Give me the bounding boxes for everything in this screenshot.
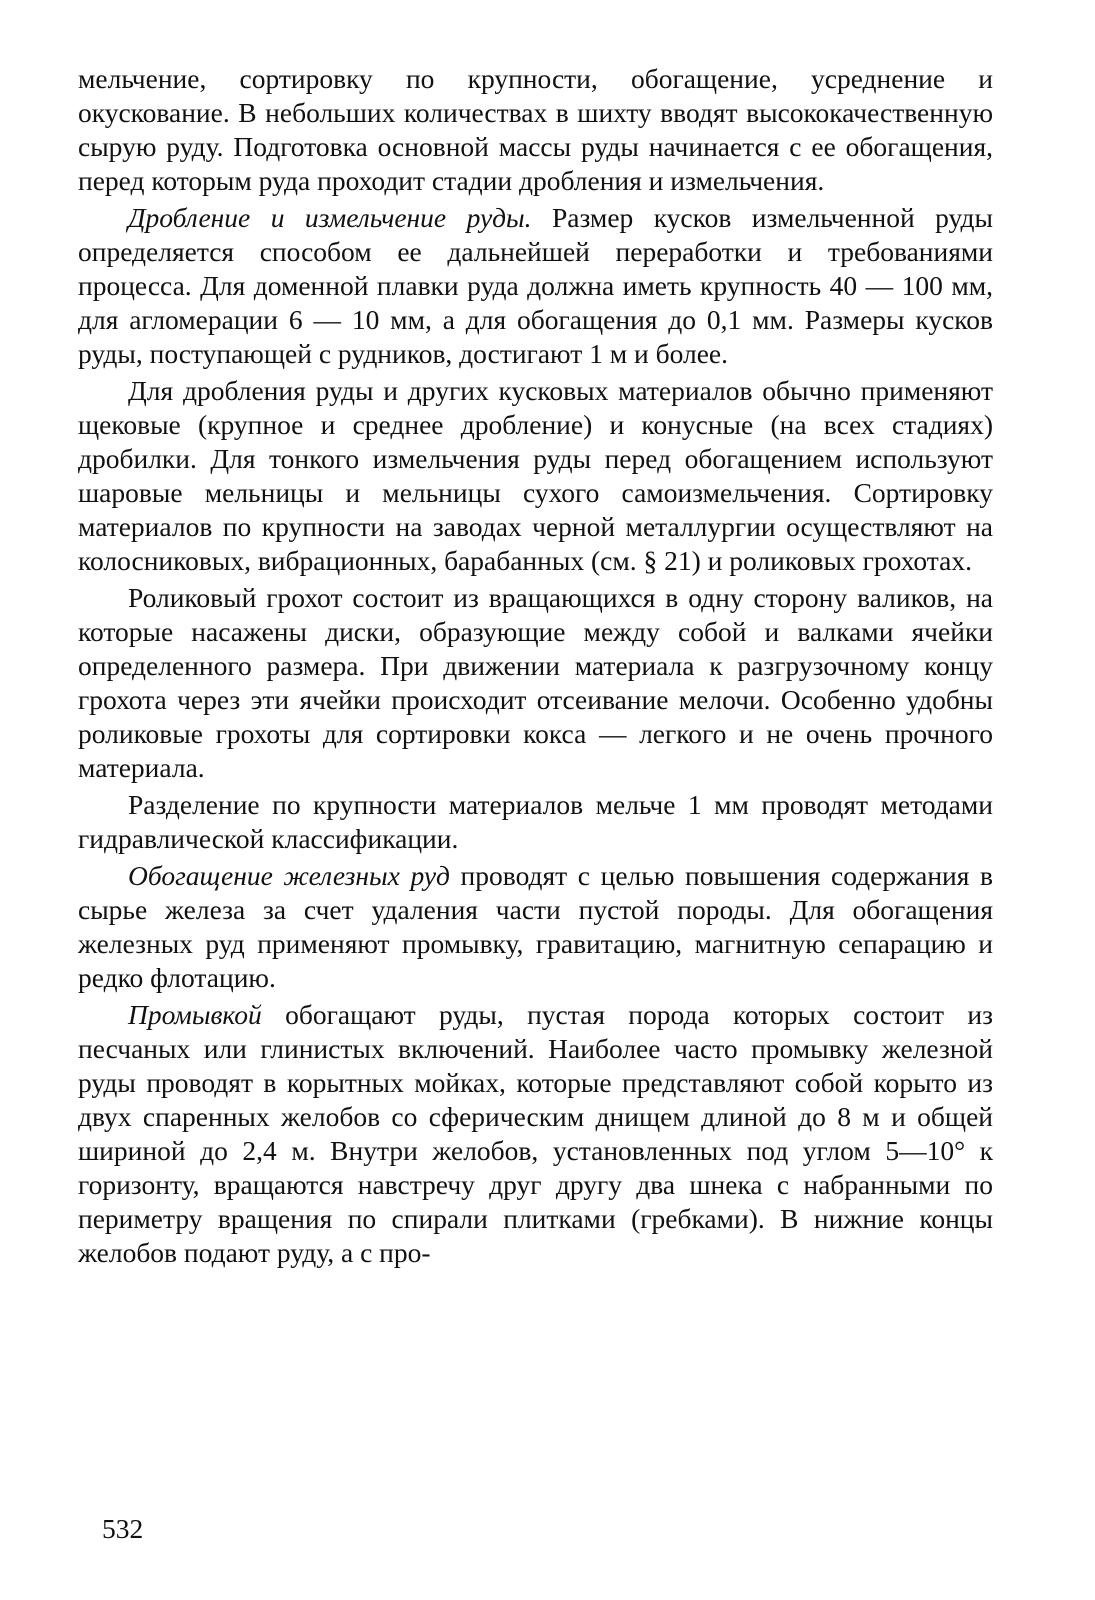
paragraph (78, 62, 993, 198)
paragraph (78, 788, 993, 856)
paragraph-lead: Дробление и измельчение руды. (128, 202, 532, 233)
paragraph-text: обогащают руды, пустая порода которых состоит из песчаных или глинистых включений. Наиболее часто промывку железной руды проводят в корытных мойках, которые представляют собой корыто из двух спаренных желобов со сферическим днищем длиной до 8 м и общей шириной до 2,4 м. Внутри желобов, установленных под углом 5—10° к горизонту, вращаются навстречу друг другу два шнека с набранными по периметру вращения по спирали плитками (гребками). В нижние концы желобов подают руду, а с про- (78, 999, 993, 1268)
paragraph (78, 859, 993, 995)
paragraph-text: Роликовый грохот состоит из вращающихся в одну сторону валиков, на которые насажены диски, образующие между собой и валками ячейки определенного размера. При движении материала к разгрузочному концу грохота через эти ячейки происходит отсеивание мелочи. Особенно удобны роликовые грохоты для сортировки кокса — легкого и не очень прочного материала. (78, 582, 993, 783)
paragraph (78, 581, 993, 785)
paragraph-lead: Обогащение железных руд (128, 860, 450, 891)
paragraph-text: проводят с целью повышения содержания в сырье железа за счет удаления части пустой породы. Для обогащения железных руд применяют промывку, гравитацию, магнитную сепарацию и редко флотацию. (78, 860, 994, 993)
paragraph-text: Разделение по крупности материалов мельче 1 мм проводят методами гидравлической классификации. (78, 789, 993, 854)
paragraph-lead: Промывкой (128, 999, 262, 1030)
paragraph-text: Для дробления руды и других кусковых материалов обычно применяют щековые (крупное и среднее дробление) и конусные (на всех стадиях) дробилки. Для тонкого измельчения руды перед обогащением используют шаровые мельницы и мельницы сухого самоизмельчения. Сортировку материалов по крупности на заводах черной металлургии осуществляют на колосниковых, вибрационных, барабанных (см. § 21) и роликовых грохотах. (78, 375, 993, 576)
paragraph-text: Размер кусков измельченной руды определяется способом ее дальнейшей переработки и требованиями процесса. Для доменной плавки руда должна иметь крупность 40 — 100 мм, для агломерации 6 — 10 мм, а для обогащения до 0,1 мм. Размеры кусков руды, поступающей с рудников, достигают 1 м и более. (78, 202, 993, 369)
paragraph (78, 998, 993, 1270)
page-text-block (78, 62, 993, 1562)
paragraph-text: мельчение, сортировку по крупности, обогащение, усреднение и окускование. В небольших количествах в шихту вводят высококачественную сырую руду. Подготовка основной массы руды начинается с ее обогащения, перед которым руда проходит стадии дробления и измельчения. (78, 63, 993, 196)
paragraph (78, 201, 993, 371)
paragraph (78, 374, 993, 578)
page-number: 532 (102, 1513, 144, 1544)
